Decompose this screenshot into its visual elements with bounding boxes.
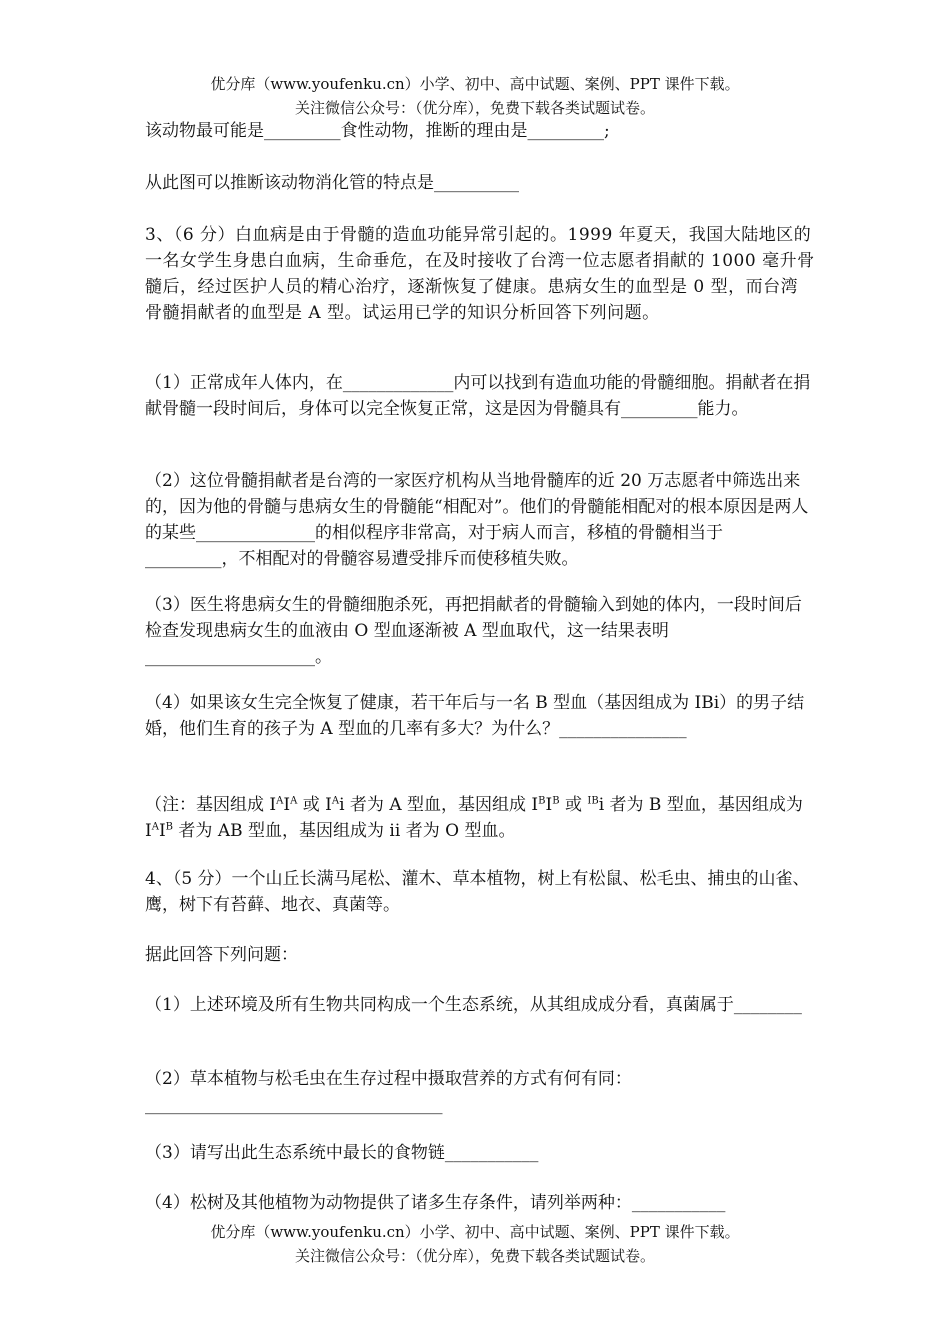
header-line-1: 优分库（www.youfenku.cn）小学、初中、高中试题、案例、PPT 课件下载。 xyxy=(210,75,740,93)
page-header xyxy=(0,72,950,120)
question-3-intro: 3、（6 分）白血病是由于骨髓的造血功能异常引起的。1999 年夏天，我国大陆地区的一名女学生身患白血病，生命垂危，在及时接收了台湾一位志愿者捐献的 1000 毫升骨髓后，经过医护人员的精心治疗，逐渐恢复了健康。患病女生的血型是 0 型，而台湾骨髓捐献者的血型是 A 型。试运用已学的知识分析回答下列问题。 xyxy=(145,225,815,323)
page-footer xyxy=(0,1220,950,1268)
question-4-lead: 据此回答下列问题： xyxy=(145,945,298,965)
question-4-part-4: （4）松树及其他植物为动物提供了诸多生存条件，请列举两种：___________ xyxy=(145,1193,726,1213)
question-3-part-1: （1）正常成年人体内，在_____________内可以找到有造血功能的骨髓细胞。捐献者在捐献骨髓一段时间后，身体可以完全恢复正常，这是因为骨髓具有_________能力。 xyxy=(145,373,811,419)
question-3-part-4: （4）如果该女生完全恢复了健康，若干年后与一名 B 型血（基因组成为 IBi）的男子结婚，他们生育的孩子为 A 型血的几率有多大？为什么？_______________ xyxy=(145,693,805,739)
footer-line-1: 优分库（www.youfenku.cn）小学、初中、高中试题、案例、PPT 课件下载。 xyxy=(210,1223,740,1241)
blood-type-note: （注：基因组成 $I^AI^A$ 或 $I^Ai$ 者为 A 型血，基因组成 $I^BI^B$ 或 $^{IB}$i 者为 B 型血，基因组成为 $I^AI^B$ 者为 AB 型血，基因组成为 ii 者为 O 型血。 xyxy=(145,795,809,841)
digestive-tract-question: 从此图可以推断该动物消化管的特点是__________ xyxy=(145,173,519,193)
question-3-part-3: （3）医生将患病女生的骨髓细胞杀死，再把捐献者的骨髓输入到她的体内，一段时间后检查发现患病女生的血液由 O 型血逐渐被 A 型血取代，这一结果表明____________________。 xyxy=(145,595,802,667)
question-4-part-2: （2）草本植物与松毛虫在生存过程中摄取营养的方式有何有同：___________________________________ xyxy=(145,1069,632,1115)
question-4-part-3: （3）请写出此生态系统中最长的食物链___________ xyxy=(145,1143,539,1163)
animal-diet-question: 该动物最可能是_________食性动物，推断的理由是_________; xyxy=(145,121,610,141)
question-4-part-1: （1）上述环境及所有生物共同构成一个生态系统，从其组成成分看，真菌属于________ xyxy=(145,995,802,1015)
question-3-part-2: （2）这位骨髓捐献者是台湾的一家医疗机构从当地骨髓库的近 20 万志愿者中筛选出来的，因为他的骨髓与患病女生的骨髓能“相配对”。他们的骨髓能相配对的根本原因是两人的某些______________的相似程序非常高，对于病人而言，移植的骨髓相当于_________，不相配对的骨髓容易遭受排斥而使移植失败。 xyxy=(145,471,809,569)
footer-line-2: 关注微信公众号：（优分库），免费下载各类试题试卷。 xyxy=(294,1247,655,1265)
question-4-intro: 4、（5 分）一个山丘长满马尾松、灌木、草本植物，树上有松鼠、松毛虫、捕虫的山雀、鹰，树下有苔藓、地衣、真菌等。 xyxy=(145,869,810,915)
header-line-2: 关注微信公众号：（优分库），免费下载各类试题试卷。 xyxy=(294,99,655,117)
